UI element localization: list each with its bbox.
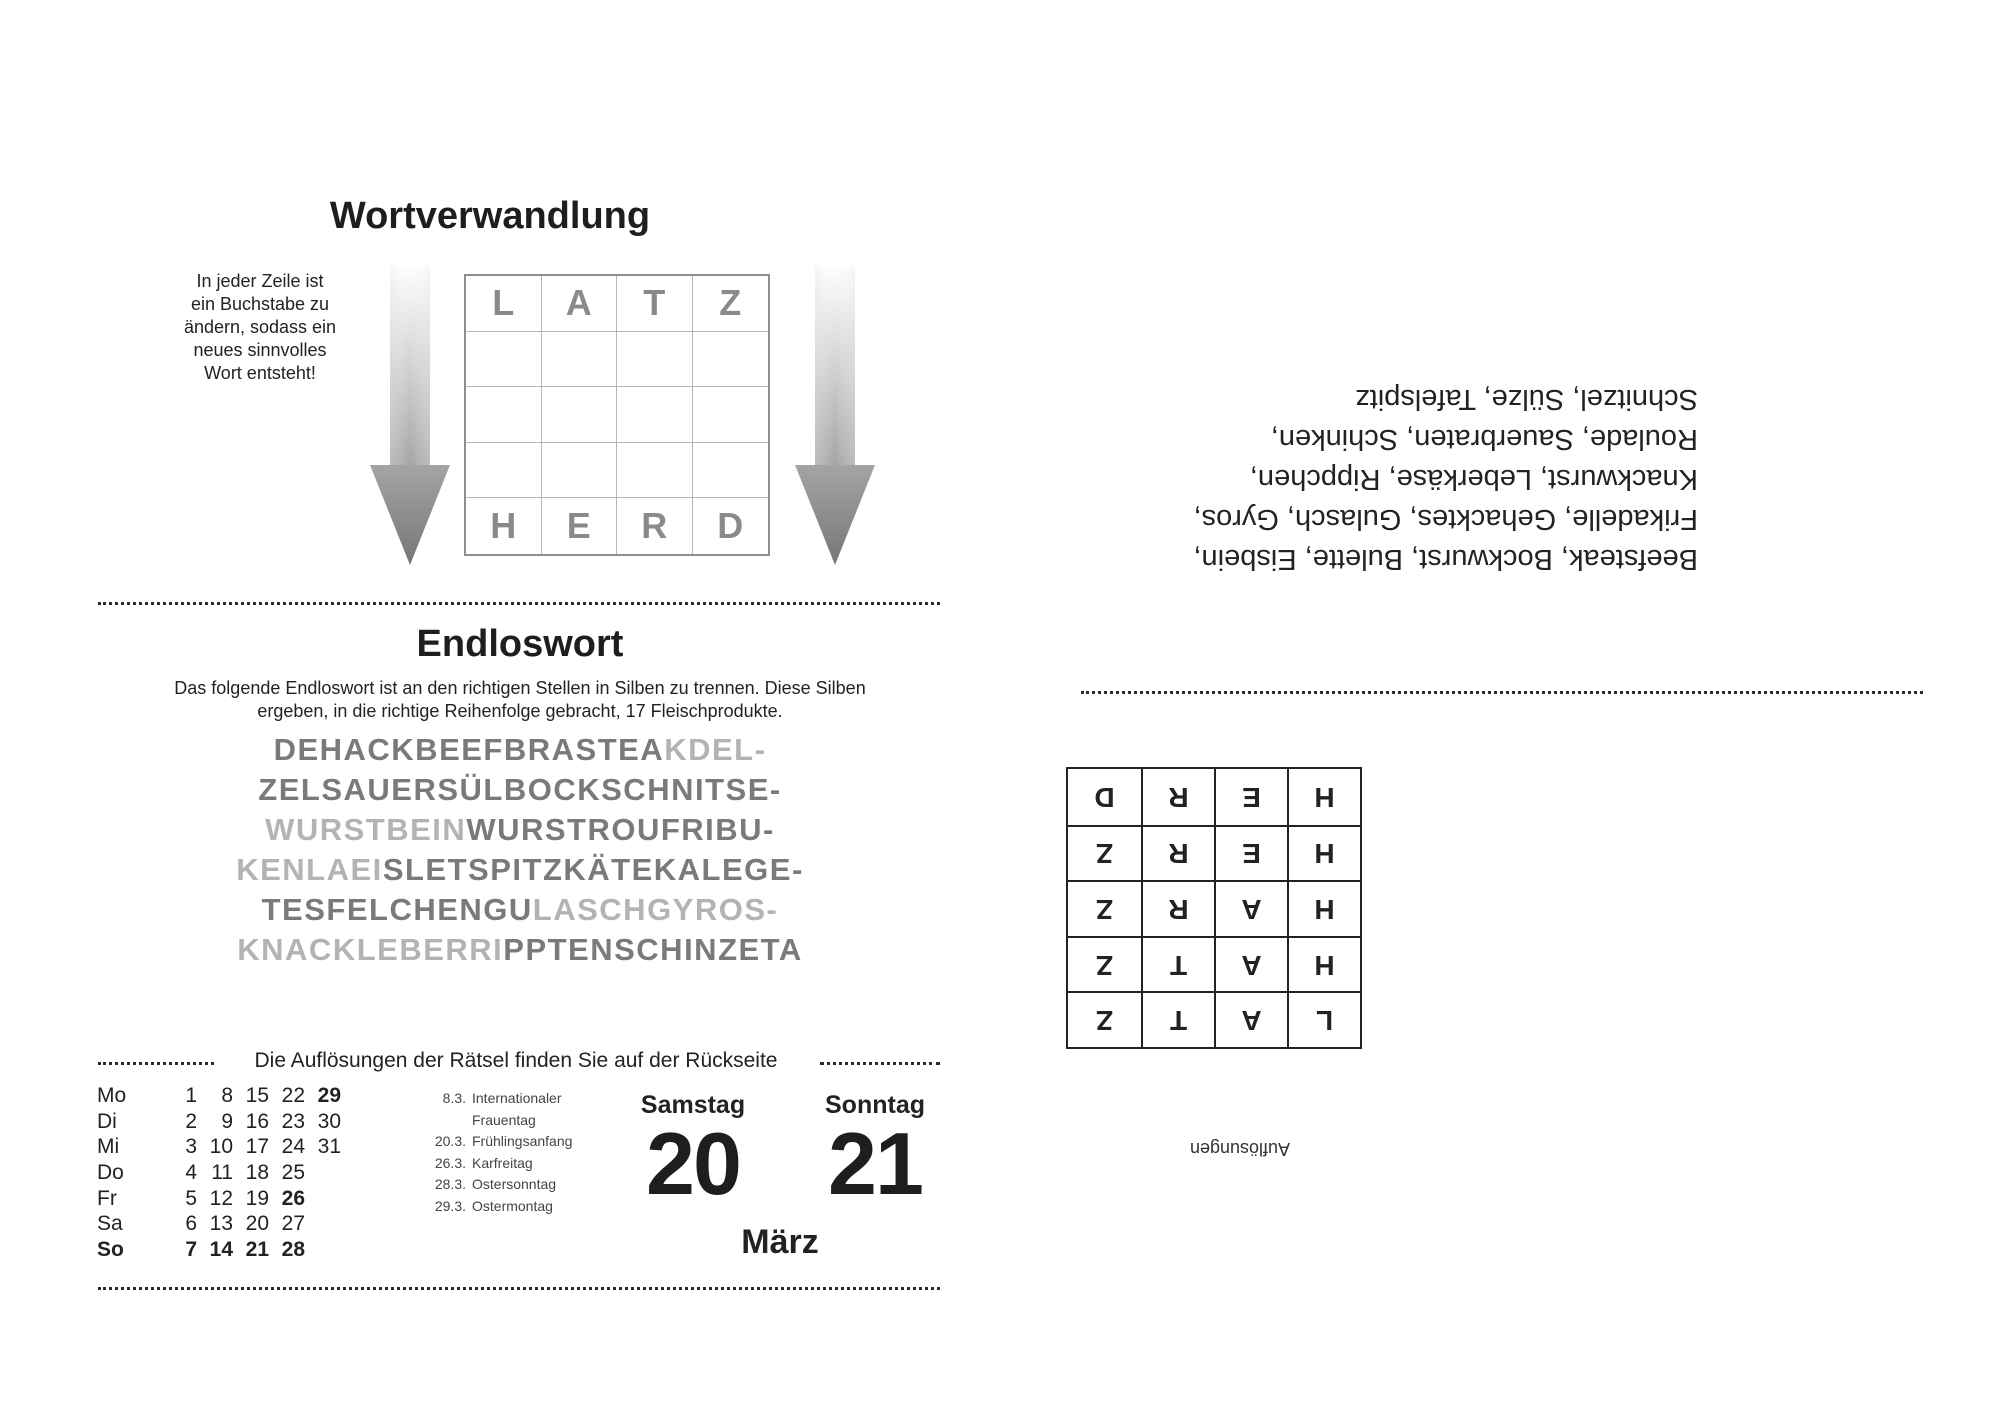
endless-word-segment: KENLAEI [236, 852, 383, 887]
calendar-date: 30 [317, 1109, 341, 1133]
day-name-sunday: Sonntag [825, 1091, 925, 1119]
calendar-date: 17 [245, 1135, 269, 1159]
endless-word-line [190, 890, 850, 930]
month-name: März [741, 1223, 819, 1261]
grid-cell: H [1287, 880, 1360, 936]
grid-cell: A [1214, 936, 1287, 992]
grid-cell [466, 443, 542, 499]
calendar-date: 20 [245, 1212, 269, 1236]
grid-cell: T [1141, 936, 1214, 992]
grid-cell [693, 387, 769, 443]
grid-cell [693, 332, 769, 388]
instruction-line: ein Buchstabe zu [190, 294, 330, 314]
solution-line: Frikadelle, Gehacktes, Gulasch, Gyros, [1193, 503, 1698, 535]
holiday-item [430, 1196, 572, 1218]
endless-word-segment: KDEL- [664, 732, 767, 767]
calendar-date: 26 [281, 1186, 305, 1210]
grid-cell [466, 387, 542, 443]
endless-word-segment: ZELSAUERSÜLBOCKSCHNITSE- [258, 772, 782, 807]
calendar-date: 8 [221, 1084, 233, 1107]
solution-line: Knackwurst, Leberkäse, Rippchen, [1249, 463, 1698, 495]
calendar-date: 18 [245, 1161, 269, 1185]
calendar-row [97, 1083, 341, 1109]
grid-cell: A [542, 276, 618, 332]
holiday-item [430, 1174, 572, 1196]
calendar-day-name: Fr [97, 1186, 117, 1210]
solutions-note: Die Auflösungen der Rätsel finden Sie auf der Rückseite [254, 1049, 778, 1072]
endless-word-line [190, 770, 850, 810]
divider [98, 602, 940, 605]
grid-cell [466, 332, 542, 388]
calendar-date: 6 [185, 1212, 197, 1236]
divider [820, 1062, 940, 1065]
instruction-line: neues sinnvolles [193, 340, 327, 360]
solution-line: Schnitzel, Sülze, Tafelspitz [1355, 383, 1698, 415]
calendar-date: 4 [185, 1161, 197, 1185]
grid-cell [617, 332, 693, 388]
grid-cell: D [717, 505, 744, 547]
grid-cell: L [466, 276, 542, 332]
divider [98, 1062, 214, 1065]
endloswort-title: Endloswort [416, 623, 624, 665]
grid-cell [693, 443, 769, 499]
calendar-date: 19 [245, 1186, 269, 1210]
grid-cell: H [1287, 825, 1360, 881]
day-number-sunday: 21 [828, 1114, 922, 1213]
grid-cell: R [1141, 769, 1214, 825]
calendar-date: 9 [221, 1109, 233, 1133]
calendar-date: 14 [209, 1238, 233, 1262]
endless-word [190, 730, 850, 970]
grid-cell: L [1287, 991, 1360, 1047]
calendar-day-name: Do [97, 1161, 124, 1185]
calendar-date: 3 [185, 1135, 197, 1159]
endless-word-segment: KNACKLEBERRI [237, 932, 504, 967]
calendar-date: 5 [185, 1186, 197, 1210]
calendar-date [305, 1160, 341, 1186]
grid-cell [542, 332, 618, 388]
calendar-date: 15 [245, 1084, 269, 1107]
endless-word-segment: LASCHGYROS- [532, 892, 779, 927]
solutions-label: Auflösungen [1189, 1139, 1291, 1159]
calendar-row [97, 1237, 341, 1263]
day-number-saturday: 20 [646, 1114, 740, 1213]
calendar-date: 12 [209, 1186, 233, 1210]
endless-word-segment: PPTENSCHINZETA [503, 932, 803, 967]
calendar-row [97, 1134, 341, 1160]
endless-word-segment: TESFELCHENGU [261, 892, 533, 927]
instruction-line: In jeder Zeile ist [196, 271, 324, 291]
grid-cell: Z [1068, 936, 1141, 992]
calendar-date: 29 [317, 1084, 341, 1107]
calendar-date: 11 [211, 1161, 233, 1185]
endless-word-segment: WURSTBEIN [265, 812, 467, 847]
instruction-line: Wort entsteht! [204, 363, 316, 383]
month-calendar [97, 1083, 341, 1263]
calendar-date: 10 [209, 1135, 233, 1159]
wortverwandlung-title: Wortverwandlung [329, 195, 651, 237]
holiday-name: Ostermontag [472, 1197, 553, 1214]
grid-cell: R [1141, 880, 1214, 936]
grid-cell: A [1214, 991, 1287, 1047]
endless-word-segment: SLETSPITZKÄTEKALEGE- [382, 852, 804, 887]
calendar-date: 22 [281, 1084, 305, 1107]
calendar-date: 7 [185, 1238, 197, 1262]
holiday-list [430, 1088, 572, 1217]
day-name-saturday: Samstag [640, 1091, 746, 1119]
endless-word-line [190, 850, 850, 890]
endless-word-line [190, 810, 850, 850]
endless-word-line [190, 930, 850, 970]
holiday-date [430, 1110, 466, 1132]
instruction-line: Das folgende Endloswort ist an den richtigen Stellen in Silben zu trennen. Diese Silben [174, 678, 866, 698]
calendar-date: 16 [245, 1109, 269, 1133]
holiday-item [430, 1153, 572, 1175]
grid-cell: H [1287, 936, 1360, 992]
instruction-line: ändern, sodass ein [183, 317, 337, 337]
calendar-date: 2 [185, 1109, 197, 1133]
holiday-date: 20.3. [434, 1133, 466, 1149]
calendar-row [97, 1186, 341, 1212]
instruction-line: ergeben, in die richtige Reihenfolge gebracht, 17 Fleischprodukte. [257, 701, 783, 721]
grid-cell: R [1141, 825, 1214, 881]
calendar-date [305, 1237, 341, 1263]
grid-cell: T [1141, 991, 1214, 1047]
grid-cell: Z [1068, 880, 1141, 936]
calendar-date: 24 [281, 1135, 305, 1159]
grid-cell: Z [1068, 825, 1141, 881]
holiday-item [430, 1131, 572, 1153]
holiday-item [430, 1110, 572, 1132]
grid-cell [542, 387, 618, 443]
wortverwandlung-instruction [160, 270, 360, 385]
holiday-name: Frauentag [472, 1111, 536, 1128]
divider [98, 1287, 940, 1290]
word-ladder-grid [464, 274, 770, 556]
grid-cell: D [1094, 781, 1115, 813]
solutions-panel [1040, 0, 2000, 1414]
holiday-item [430, 1088, 572, 1110]
endless-word-line [190, 730, 850, 770]
calendar-date: 28 [281, 1238, 305, 1262]
holiday-name: Frühlingsanfang [472, 1133, 573, 1149]
holiday-date: 8.3. [442, 1090, 466, 1106]
grid-cell [542, 443, 618, 499]
solution-line: Beefsteak, Bockwurst, Bulette, Eisbein, [1193, 543, 1698, 575]
calendar-date: 21 [245, 1238, 269, 1262]
grid-cell [617, 443, 693, 499]
endloswort-instruction [120, 677, 920, 723]
grid-cell: A [1214, 880, 1287, 936]
grid-cell: Z [1068, 991, 1141, 1047]
calendar-date: 1 [185, 1084, 197, 1107]
solution-endloswort [1078, 379, 1698, 579]
endless-word-segment: DEHACKBEEFBRASTEA [273, 732, 665, 767]
grid-cell [617, 387, 693, 443]
calendar-day-name: Di [97, 1109, 117, 1133]
calendar-row [97, 1211, 341, 1237]
grid-cell: E [1214, 825, 1287, 881]
grid-cell: E [542, 498, 618, 554]
solution-word-ladder [1066, 767, 1362, 1049]
holiday-name: Internationaler [472, 1090, 562, 1106]
calendar-day-name: Sa [97, 1212, 123, 1236]
holiday-date: 26.3. [434, 1154, 466, 1171]
calendar-day-name: Mo [97, 1084, 127, 1107]
grid-cell: H [1287, 769, 1360, 825]
endless-word-segment: WURSTROUFRIBU- [466, 812, 775, 847]
grid-cell: H [466, 498, 542, 554]
grid-cell: R [617, 498, 693, 554]
calendar-date: 27 [281, 1212, 305, 1236]
holiday-name: Karfreitag [472, 1154, 533, 1171]
calendar-row [97, 1109, 341, 1135]
holiday-name: Ostersonntag [472, 1176, 557, 1192]
holiday-date: 29.3. [434, 1197, 466, 1214]
holiday-date: 28.3. [434, 1176, 466, 1192]
calendar-row [97, 1160, 341, 1186]
grid-cell: E [1214, 769, 1287, 825]
calendar-date: 31 [317, 1135, 341, 1159]
arrow-down-icon [370, 265, 450, 565]
calendar-date [305, 1186, 341, 1212]
calendar-date [305, 1211, 341, 1237]
calendar-date: 23 [281, 1109, 305, 1133]
solution-line: Roulade, Sauerbraten, Schinken, [1270, 423, 1698, 455]
calendar-day-name: Mi [97, 1135, 120, 1159]
grid-cell: Z [693, 276, 769, 332]
calendar-date: 13 [209, 1212, 233, 1236]
arrow-down-icon [795, 265, 875, 565]
calendar-day-name: So [97, 1238, 124, 1262]
calendar-date: 25 [281, 1161, 305, 1185]
grid-cell: T [617, 276, 693, 332]
